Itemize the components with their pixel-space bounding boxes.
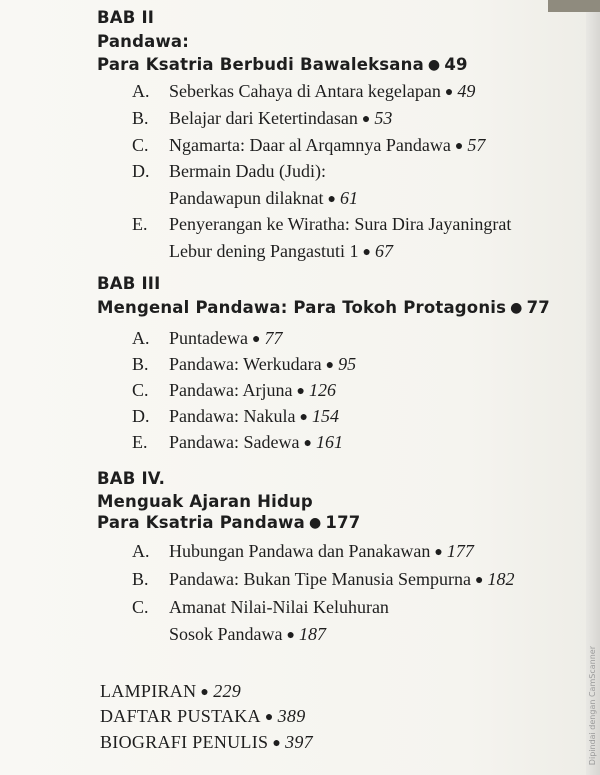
chapter-2-title-line-1: Pandawa: xyxy=(97,32,190,51)
entry-title: Pandawa: Bukan Tipe Manusia Sempurna ● 182 xyxy=(169,569,515,589)
toc-biografi-penulis: BIOGRAFI PENULIS ● 397 xyxy=(100,732,313,752)
entry-letter: C. xyxy=(132,380,149,400)
chapter-2-number: BAB II xyxy=(97,8,155,27)
entry-letter: B. xyxy=(132,569,149,589)
bullet-icon: ● xyxy=(327,192,336,207)
entry-letter: C. xyxy=(132,597,149,617)
chapter-3-title-line xyxy=(97,300,550,317)
entry-page: 77 xyxy=(264,328,283,348)
bullet-icon: ● xyxy=(303,436,312,451)
chapter-4-page: 177 xyxy=(325,513,361,532)
entry-page: 397 xyxy=(285,732,313,752)
toc-lampiran: LAMPIRAN ● 229 xyxy=(100,681,242,701)
page-corner-tab xyxy=(548,0,600,12)
entry-page: 126 xyxy=(308,380,336,400)
entry-title: Seberkas Cahaya di Antara kegelapan ● 49 xyxy=(169,81,476,101)
chapter-3-page: 77 xyxy=(526,298,550,317)
scanner-watermark: Dipindai dengan CamScanner xyxy=(588,645,597,765)
entry-title-line-1: Penyerangan ke Wiratha: Sura Dira Jayaningrat xyxy=(169,214,512,234)
bullet-icon: ● xyxy=(325,358,335,373)
entry-page: 49 xyxy=(457,81,476,101)
entry-page: 177 xyxy=(446,541,474,561)
entry-page: 67 xyxy=(374,241,393,261)
entry-letter: A. xyxy=(132,541,150,561)
bullet-icon: ● xyxy=(251,332,261,347)
bullet-icon: ● xyxy=(272,736,282,751)
entry-page: 154 xyxy=(311,406,339,426)
entry-title: Pandawa: Arjuna ● 126 xyxy=(169,380,336,400)
chapter-4-title: Para Ksatria Pandawa xyxy=(97,513,305,532)
bullet-icon: ● xyxy=(308,515,322,531)
entry-title: Pandawa: Werkudara ● 95 xyxy=(169,354,357,374)
bullet-icon: ● xyxy=(510,300,523,316)
entry-title: Pandawa: Sadewa ● 161 xyxy=(169,432,343,452)
bullet-icon: ● xyxy=(200,685,210,700)
bullet-icon: ● xyxy=(361,112,371,127)
entry-title-line-2: Pandawapun dilaknat ● 61 xyxy=(169,188,358,208)
toc-daftar-pustaka: DAFTAR PUSTAKA ● 389 xyxy=(100,706,306,726)
entry-letter: A. xyxy=(132,81,150,101)
entry-letter: C. xyxy=(132,135,149,155)
chapter-4-title-line-1: Menguak Ajaran Hidup xyxy=(97,492,313,511)
chapter-4-title-line-2 xyxy=(97,515,360,532)
chapter-3-number: BAB III xyxy=(97,274,161,293)
bullet-icon: ● xyxy=(427,57,441,73)
chapter-2-page: 49 xyxy=(444,55,468,74)
entry-letter: A. xyxy=(132,328,150,348)
entry-title-line-2: Lebur dening Pangastuti 1 ● 67 xyxy=(169,241,393,261)
entry-letter: D. xyxy=(132,161,150,181)
entry-title: Puntadewa ● 77 xyxy=(169,328,283,348)
chapter-2-title: Para Ksatria Berbudi Bawaleksana xyxy=(97,55,424,74)
bullet-icon: ● xyxy=(434,545,443,560)
entry-page: 182 xyxy=(487,569,515,589)
entry-page: 61 xyxy=(339,188,358,208)
entry-title-line-2: Sosok Pandawa ● 187 xyxy=(169,624,326,644)
bullet-icon: ● xyxy=(286,628,295,643)
entry-letter: B. xyxy=(132,108,149,128)
entry-letter: E. xyxy=(132,214,148,234)
chapter-3-title: Mengenal Pandawa: Para Tokoh Protagonis xyxy=(97,298,507,317)
bullet-icon: ● xyxy=(454,139,464,154)
entry-page: 95 xyxy=(338,354,357,374)
entry-title-line-1: Amanat Nilai-Nilai Keluhuran xyxy=(169,597,389,617)
entry-title-line-1: Bermain Dadu (Judi): xyxy=(169,161,326,181)
entry-letter: B. xyxy=(132,354,149,374)
bullet-icon: ● xyxy=(362,245,371,260)
entry-letter: E. xyxy=(132,432,148,452)
bullet-icon: ● xyxy=(264,710,274,725)
entry-page: 53 xyxy=(374,108,393,128)
chapter-4-number: BAB IV. xyxy=(97,469,166,488)
entry-page: 187 xyxy=(298,624,326,644)
bullet-icon: ● xyxy=(299,410,308,425)
entry-page: 229 xyxy=(213,681,242,701)
entry-title: Ngamarta: Daar al Arqamnya Pandawa ● 57 xyxy=(169,135,486,155)
bullet-icon: ● xyxy=(296,384,305,399)
entry-page: 389 xyxy=(277,706,306,726)
chapter-2-title-line-2 xyxy=(97,57,468,74)
entry-page: 57 xyxy=(467,135,486,155)
bullet-icon: ● xyxy=(444,85,454,100)
entry-title: Hubungan Pandawa dan Panakawan ● 177 xyxy=(169,541,474,561)
entry-title: Pandawa: Nakula ● 154 xyxy=(169,406,339,426)
bullet-icon: ● xyxy=(474,573,484,588)
entry-title: Belajar dari Ketertindasan ● 53 xyxy=(169,108,393,128)
entry-page: 161 xyxy=(315,432,343,452)
entry-letter: D. xyxy=(132,406,150,426)
